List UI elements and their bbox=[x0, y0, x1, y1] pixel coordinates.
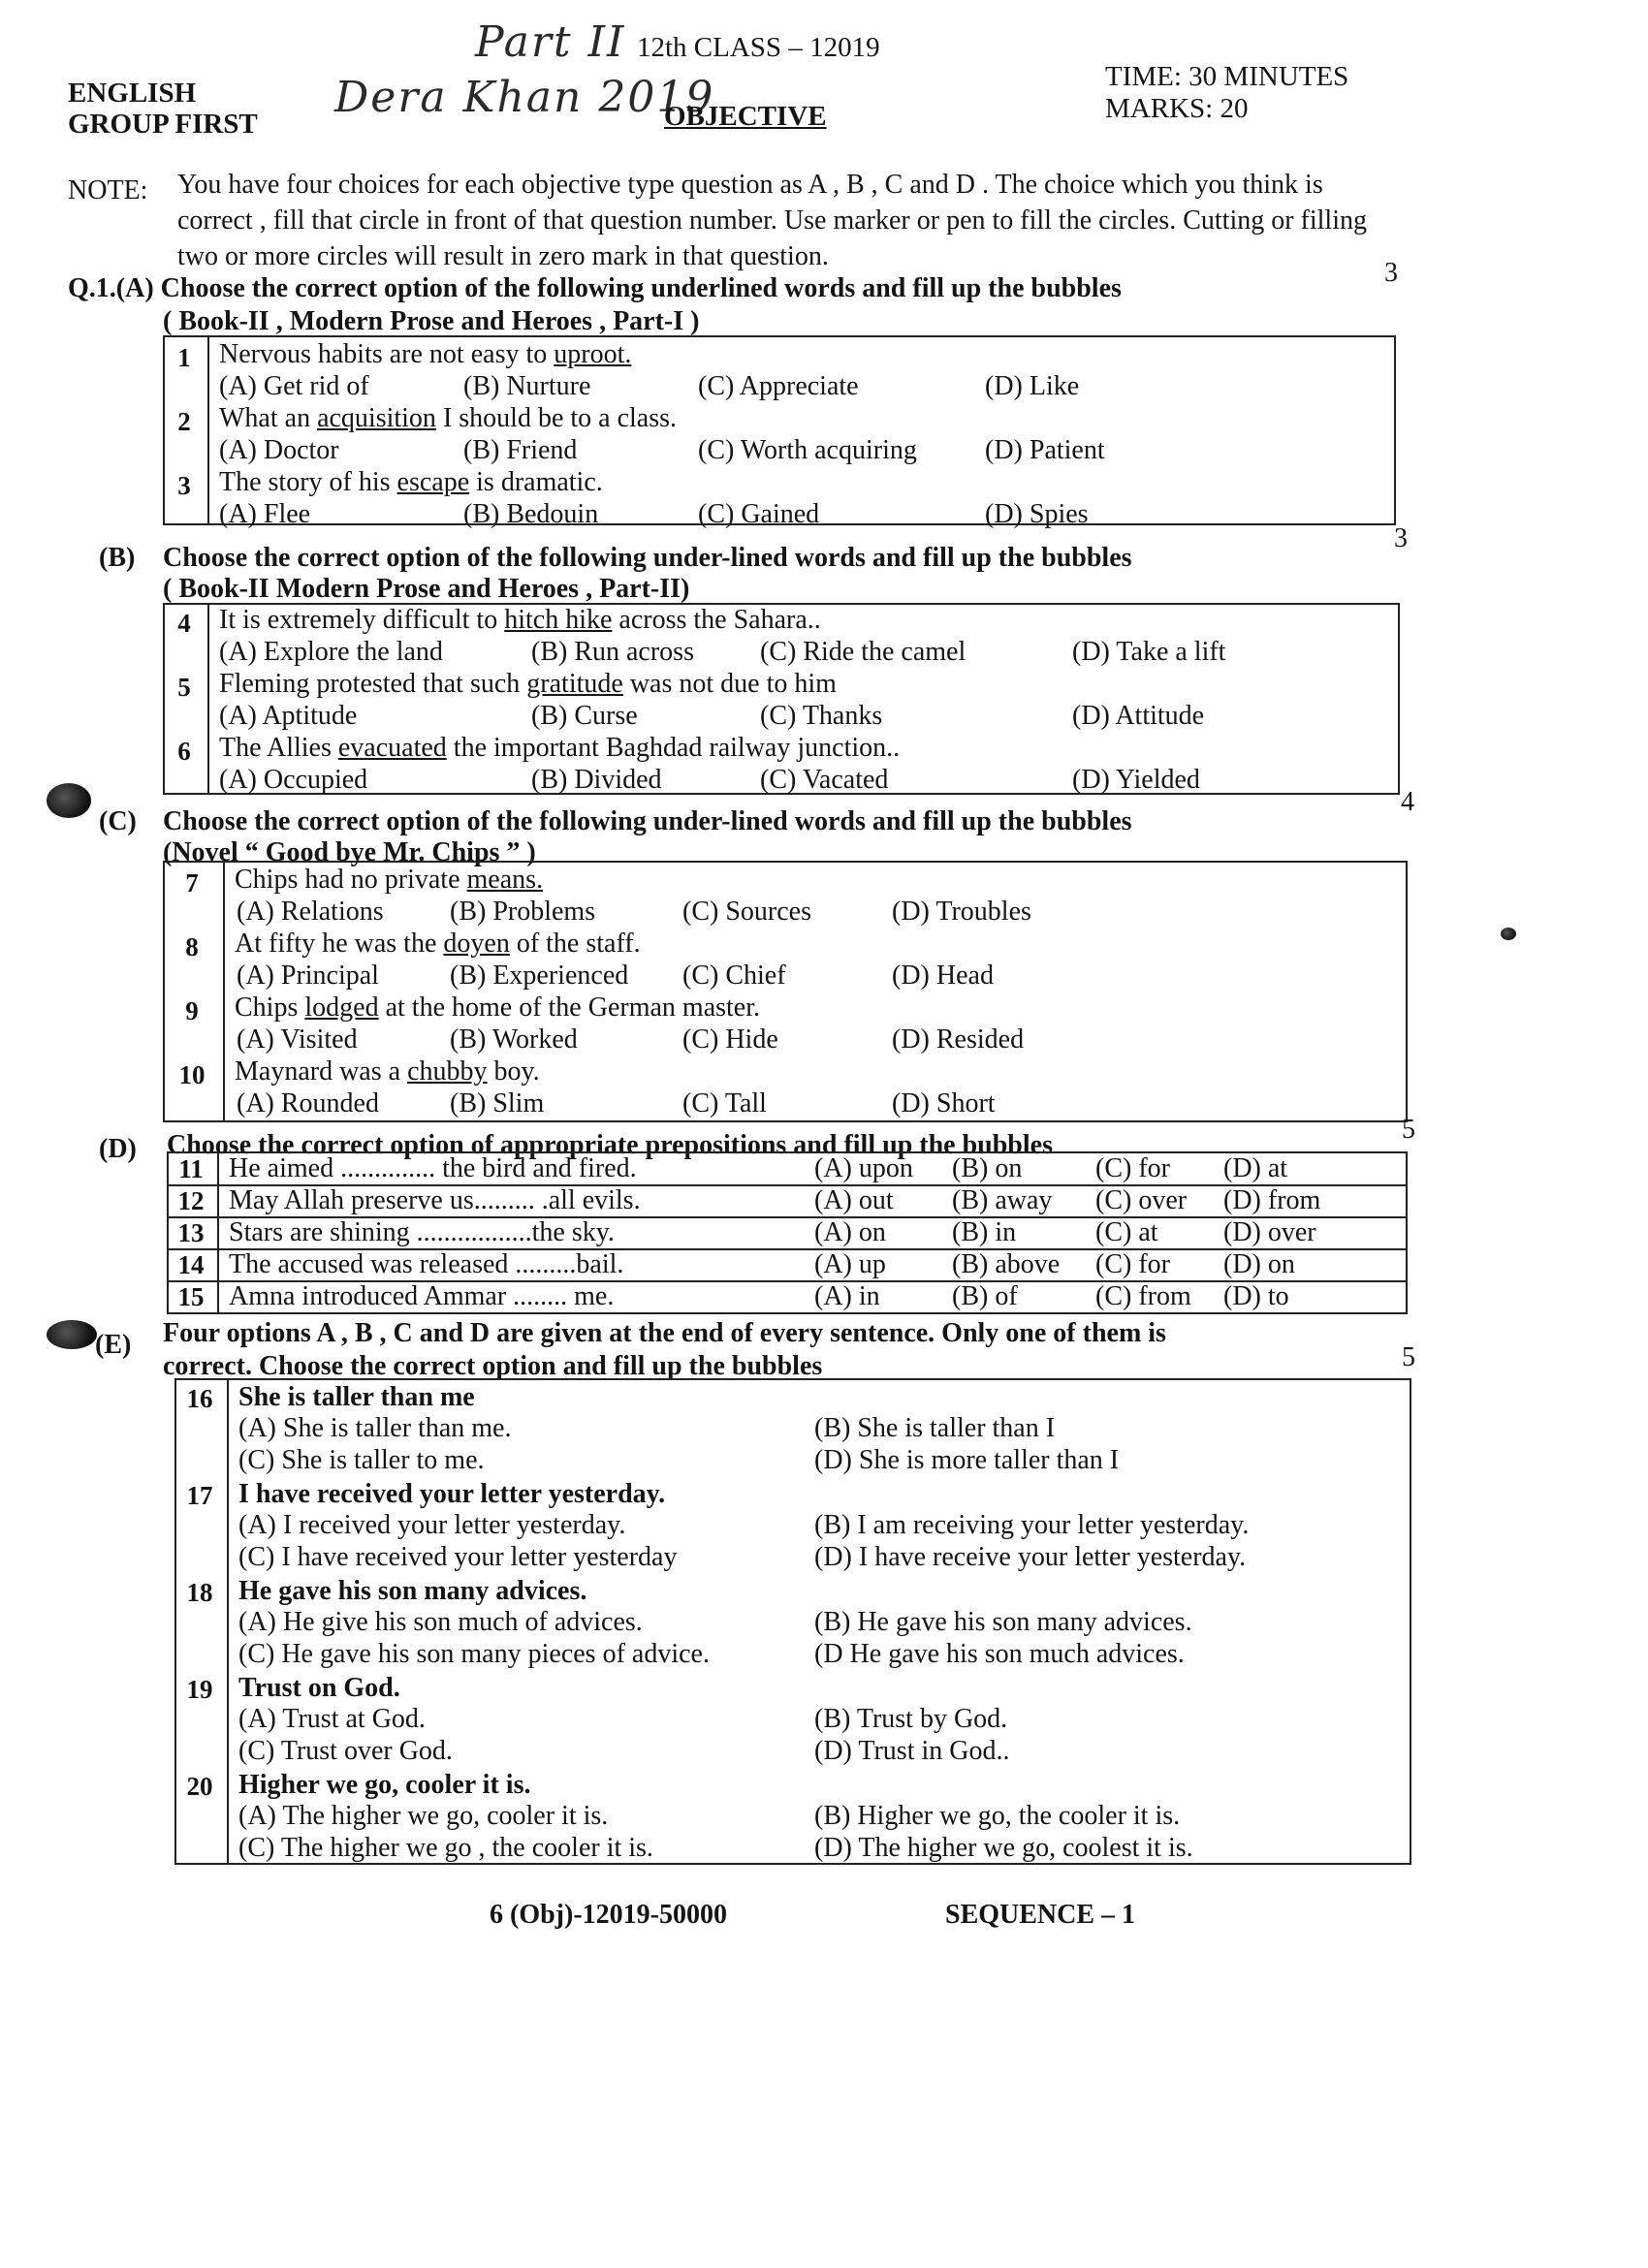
answer-option: (D) from bbox=[1223, 1185, 1321, 1215]
underlined-word: chubby bbox=[407, 1056, 488, 1087]
answer-option: (D) at bbox=[1223, 1153, 1288, 1183]
stem-text: boy. bbox=[487, 1056, 540, 1087]
stem-text: was not due to him bbox=[622, 669, 837, 699]
question-stem bbox=[219, 605, 821, 636]
question-number: 3 bbox=[177, 471, 191, 500]
answer-option: (C) Hide bbox=[682, 1024, 778, 1055]
underlined-word: uproot. bbox=[554, 339, 632, 369]
answer-option: (D) Attitude bbox=[1072, 701, 1205, 731]
section-a-text: Choose the correct option of the following underlined words and fill up the bubbles bbox=[160, 273, 1122, 303]
answer-option: (A) Explore the land bbox=[219, 637, 443, 667]
answer-option: (A) Flee bbox=[219, 499, 311, 529]
question-number: 19 bbox=[186, 1675, 213, 1704]
stem-text: the important Baghdad railway junction.. bbox=[446, 733, 901, 763]
stem-text: Chips had no private bbox=[235, 865, 467, 895]
answer-option: (A) in bbox=[814, 1281, 880, 1311]
answer-option: (B) Run across bbox=[531, 637, 694, 667]
answer-option: (B) I am receiving your letter yesterday. bbox=[814, 1510, 1250, 1540]
answer-option: (B) Higher we go, the cooler it is. bbox=[814, 1801, 1181, 1831]
answer-option: (D) Troubles bbox=[892, 897, 1031, 927]
question-stem: I have received your letter yesterday. bbox=[238, 1479, 666, 1509]
section-b-instruction: Choose the correct option of the following under-lined words and fill up the bubbles bbox=[163, 543, 1132, 573]
answer-option: (B) on bbox=[952, 1153, 1023, 1183]
answer-option: (C) at bbox=[1095, 1217, 1158, 1247]
question-stem bbox=[219, 339, 631, 370]
question-number: 20 bbox=[186, 1772, 213, 1801]
answer-option: (D) Yielded bbox=[1072, 765, 1200, 795]
answer-option: (B) Nurture bbox=[463, 371, 591, 401]
answer-option: (A) Occupied bbox=[219, 765, 368, 795]
answer-option: (C) from bbox=[1095, 1281, 1191, 1311]
answer-option: (B) Curse bbox=[531, 701, 638, 731]
answer-option: (A) on bbox=[814, 1217, 886, 1247]
section-e-marks: 5 bbox=[1402, 1342, 1415, 1372]
answer-option: (A) Principal bbox=[237, 961, 379, 991]
section-c-marks: 4 bbox=[1401, 787, 1414, 817]
question-number: 12 bbox=[177, 1186, 205, 1215]
group-label: GROUP FIRST bbox=[68, 109, 258, 140]
answer-option: (C) Gained bbox=[698, 499, 820, 529]
question-number: 4 bbox=[177, 609, 191, 638]
answer-option: (C) Appreciate bbox=[698, 371, 859, 401]
answer-option: (D) Resided bbox=[892, 1024, 1025, 1055]
question-stem: Higher we go, cooler it is. bbox=[238, 1770, 531, 1800]
subject-label: ENGLISH bbox=[68, 78, 197, 109]
answer-option: (B) away bbox=[952, 1185, 1053, 1215]
answer-option: (B) Experienced bbox=[450, 961, 629, 991]
answer-option: (C) I have received your letter yesterday bbox=[238, 1542, 678, 1572]
answer-option: (B) of bbox=[952, 1281, 1018, 1311]
stem-text: is dramatic. bbox=[469, 467, 603, 497]
question-number: 14 bbox=[177, 1250, 205, 1279]
question-stem: The accused was released .........bail. bbox=[229, 1249, 624, 1279]
answer-option: (C) She is taller to me. bbox=[238, 1445, 485, 1475]
question-stem bbox=[219, 467, 603, 498]
answer-option: (B) He gave his son many advices. bbox=[814, 1607, 1192, 1637]
answer-option: (D) I have receive your letter yesterday. bbox=[814, 1542, 1247, 1572]
answer-option: (C) over bbox=[1095, 1185, 1188, 1215]
stem-text: across the Sahara.. bbox=[612, 605, 821, 635]
stem-text: Nervous habits are not easy to bbox=[219, 339, 555, 369]
answer-option: (B) She is taller than I bbox=[814, 1413, 1056, 1443]
marks-label: MARKS: 20 bbox=[1105, 93, 1249, 124]
answer-option: (B) Problems bbox=[450, 897, 596, 927]
answer-option: (C) Worth acquiring bbox=[698, 435, 917, 465]
sequence-label: SEQUENCE – 1 bbox=[945, 1900, 1136, 1930]
answer-option: (D) on bbox=[1223, 1249, 1295, 1279]
paper-type: OBJECTIVE bbox=[664, 101, 827, 132]
question-number: 2 bbox=[177, 407, 191, 436]
section-c-instruction: Choose the correct option of the following under-lined words and fill up the bubbles bbox=[163, 806, 1132, 836]
question-stem bbox=[235, 865, 543, 896]
section-c-label: (C) bbox=[99, 806, 137, 836]
underlined-word: hitch hike bbox=[504, 605, 613, 635]
answer-option: (D) Short bbox=[892, 1088, 996, 1118]
question-number: 1 bbox=[177, 343, 191, 372]
stem-text: at the home of the German master. bbox=[378, 992, 760, 1023]
answer-option: (A) Doctor bbox=[219, 435, 339, 465]
question-stem: She is taller than me bbox=[238, 1382, 475, 1412]
section-a-label: Q.1.(A) bbox=[68, 273, 154, 303]
question-stem bbox=[235, 929, 641, 960]
stem-text: of the staff. bbox=[509, 929, 641, 959]
section-a-source: ( Book-II , Modern Prose and Heroes , Part-I ) bbox=[163, 306, 700, 336]
section-a-marks: 3 bbox=[1384, 258, 1398, 288]
answer-option: (A) Trust at God. bbox=[238, 1704, 426, 1734]
question-stem bbox=[235, 1056, 540, 1087]
question-stem: Amna introduced Ammar ........ me. bbox=[229, 1281, 615, 1311]
section-b-source: ( Book-II Modern Prose and Heroes , Part-II) bbox=[163, 574, 690, 604]
answer-option: (D) Spies bbox=[985, 499, 1089, 529]
answer-option: (A) out bbox=[814, 1185, 894, 1215]
answer-option: (B) Divided bbox=[531, 765, 662, 795]
question-stem bbox=[235, 992, 760, 1024]
answer-option: (A) Get rid of bbox=[219, 371, 369, 401]
handwritten-place-note: Dera Khan 2019 bbox=[334, 73, 715, 122]
answer-option: (D) Head bbox=[892, 961, 994, 991]
question-number: 9 bbox=[185, 996, 199, 1025]
underlined-word: escape bbox=[396, 467, 470, 497]
answer-option: (C) Chief bbox=[682, 961, 786, 991]
ink-blot bbox=[47, 1320, 97, 1349]
class-title: 12th CLASS – 12019 bbox=[637, 32, 880, 63]
answer-option: (A) upon bbox=[814, 1153, 913, 1183]
answer-option: (D) Trust in God.. bbox=[814, 1736, 1010, 1766]
answer-option: (C) Tall bbox=[682, 1088, 767, 1118]
question-stem: He aimed .............. the bird and fired. bbox=[229, 1153, 637, 1183]
answer-option: (C) for bbox=[1095, 1249, 1170, 1279]
section-b-label: (B) bbox=[99, 543, 136, 573]
question-number: 5 bbox=[177, 673, 191, 702]
underlined-word: lodged bbox=[304, 992, 379, 1023]
section-a-instruction bbox=[68, 273, 1122, 304]
answer-option: (A) I received your letter yesterday. bbox=[238, 1510, 626, 1540]
answer-option: (C) He gave his son many pieces of advice. bbox=[238, 1639, 710, 1669]
answer-option: (C) Sources bbox=[682, 897, 811, 927]
answer-option: (D) to bbox=[1223, 1281, 1289, 1311]
answer-option: (D) Patient bbox=[985, 435, 1105, 465]
underlined-word: doyen bbox=[443, 929, 510, 959]
question-stem: Stars are shining .................the sky. bbox=[229, 1217, 615, 1247]
ink-dot bbox=[1501, 928, 1516, 940]
section-d-marks: 5 bbox=[1402, 1115, 1415, 1145]
question-number: 6 bbox=[177, 737, 191, 766]
answer-option: (C) Vacated bbox=[760, 765, 889, 795]
answer-option: (A) Visited bbox=[237, 1024, 358, 1055]
answer-option: (A) She is taller than me. bbox=[238, 1413, 512, 1443]
question-stem: Trust on God. bbox=[238, 1673, 400, 1703]
answer-option: (A) up bbox=[814, 1249, 886, 1279]
answer-option: (D) She is more taller than I bbox=[814, 1445, 1120, 1475]
answer-option: (D) The higher we go, coolest it is. bbox=[814, 1833, 1193, 1863]
section-c-source: (Novel “ Good bye Mr. Chips ” ) bbox=[163, 837, 536, 867]
stem-text: I should be to a class. bbox=[435, 403, 677, 433]
stem-text: The story of his bbox=[219, 467, 397, 497]
answer-option: (B) in bbox=[952, 1217, 1017, 1247]
answer-option: (D) Like bbox=[985, 371, 1080, 401]
section-d-label: (D) bbox=[99, 1134, 137, 1164]
answer-option: (C) Ride the camel bbox=[760, 637, 967, 667]
underlined-word: evacuated bbox=[337, 733, 447, 763]
section-e-instruction-line1: Four options A , B , C and D are given at the end of every sentence. Only one of them is bbox=[163, 1318, 1166, 1348]
answer-option: (A) Aptitude bbox=[219, 701, 358, 731]
note-label: NOTE: bbox=[68, 175, 148, 205]
answer-option: (A) The higher we go, cooler it is. bbox=[238, 1801, 609, 1831]
answer-option: (B) Bedouin bbox=[463, 499, 599, 529]
section-d-instruction: Choose the correct option of appropriate prepositions and fill up the bubbles bbox=[167, 1130, 1053, 1160]
answer-option: (B) Worked bbox=[450, 1024, 578, 1055]
stem-text: Fleming protested that such bbox=[219, 669, 527, 699]
section-e-instruction-line2: correct. Choose the correct option and fill up the bubbles bbox=[163, 1351, 823, 1381]
answer-option: (C) for bbox=[1095, 1153, 1170, 1183]
answer-option: (A) Rounded bbox=[237, 1088, 379, 1118]
answer-option: (D) Take a lift bbox=[1072, 637, 1226, 667]
note-text: You have four choices for each objective type question as A , B , C and D . The choice which you think is correct , fill that circle in front of that question number. Use marker or pen to fill the circles. Cutting or filling two or more circles will result in zero mark in that question. bbox=[177, 170, 1367, 271]
answer-option: (B) Slim bbox=[450, 1088, 545, 1118]
underlined-word: gratitude bbox=[526, 669, 623, 699]
question-number: 16 bbox=[186, 1384, 213, 1413]
question-number: 13 bbox=[177, 1218, 205, 1247]
question-stem: May Allah preserve us......... .all evils. bbox=[229, 1185, 641, 1215]
section-e-label: (E) bbox=[95, 1330, 132, 1360]
question-number: 18 bbox=[186, 1578, 213, 1607]
answer-option: (B) Friend bbox=[463, 435, 578, 465]
underlined-word: acquisition bbox=[317, 403, 436, 433]
question-number: 8 bbox=[185, 932, 199, 961]
answer-option: (D He gave his son much advices. bbox=[814, 1639, 1185, 1669]
stem-text: Maynard was a bbox=[235, 1056, 408, 1087]
underlined-word: means. bbox=[466, 865, 544, 895]
handwritten-part-note: Part II bbox=[475, 17, 626, 67]
answer-option: (C) Thanks bbox=[760, 701, 883, 731]
answer-option: (A) He give his son much of advices. bbox=[238, 1607, 643, 1637]
paper-code: 6 (Obj)-12019-50000 bbox=[490, 1900, 727, 1930]
ink-blot bbox=[47, 783, 91, 818]
answer-option: (C) Trust over God. bbox=[238, 1736, 453, 1766]
answer-option: (B) Trust by God. bbox=[814, 1704, 1008, 1734]
answer-option: (C) The higher we go , the cooler it is. bbox=[238, 1833, 653, 1863]
time-label: TIME: 30 MINUTES bbox=[1105, 61, 1349, 92]
question-stem bbox=[219, 733, 900, 764]
question-number: 11 bbox=[178, 1154, 204, 1183]
question-number: 15 bbox=[177, 1282, 205, 1311]
answer-option: (A) Relations bbox=[237, 897, 384, 927]
question-number: 17 bbox=[186, 1481, 213, 1510]
stem-text: It is extremely difficult to bbox=[219, 605, 505, 635]
question-stem bbox=[219, 669, 837, 700]
question-number: 10 bbox=[178, 1060, 206, 1089]
stem-text: Chips bbox=[235, 992, 305, 1023]
section-b-marks: 3 bbox=[1394, 523, 1408, 553]
question-stem: He gave his son many advices. bbox=[238, 1576, 587, 1606]
stem-text: The Allies bbox=[219, 733, 338, 763]
stem-text: What an bbox=[219, 403, 318, 433]
question-stem bbox=[219, 403, 677, 434]
stem-text: At fifty he was the bbox=[235, 929, 444, 959]
answer-option: (D) over bbox=[1223, 1217, 1316, 1247]
answer-option: (B) above bbox=[952, 1249, 1061, 1279]
question-number: 7 bbox=[185, 868, 199, 898]
